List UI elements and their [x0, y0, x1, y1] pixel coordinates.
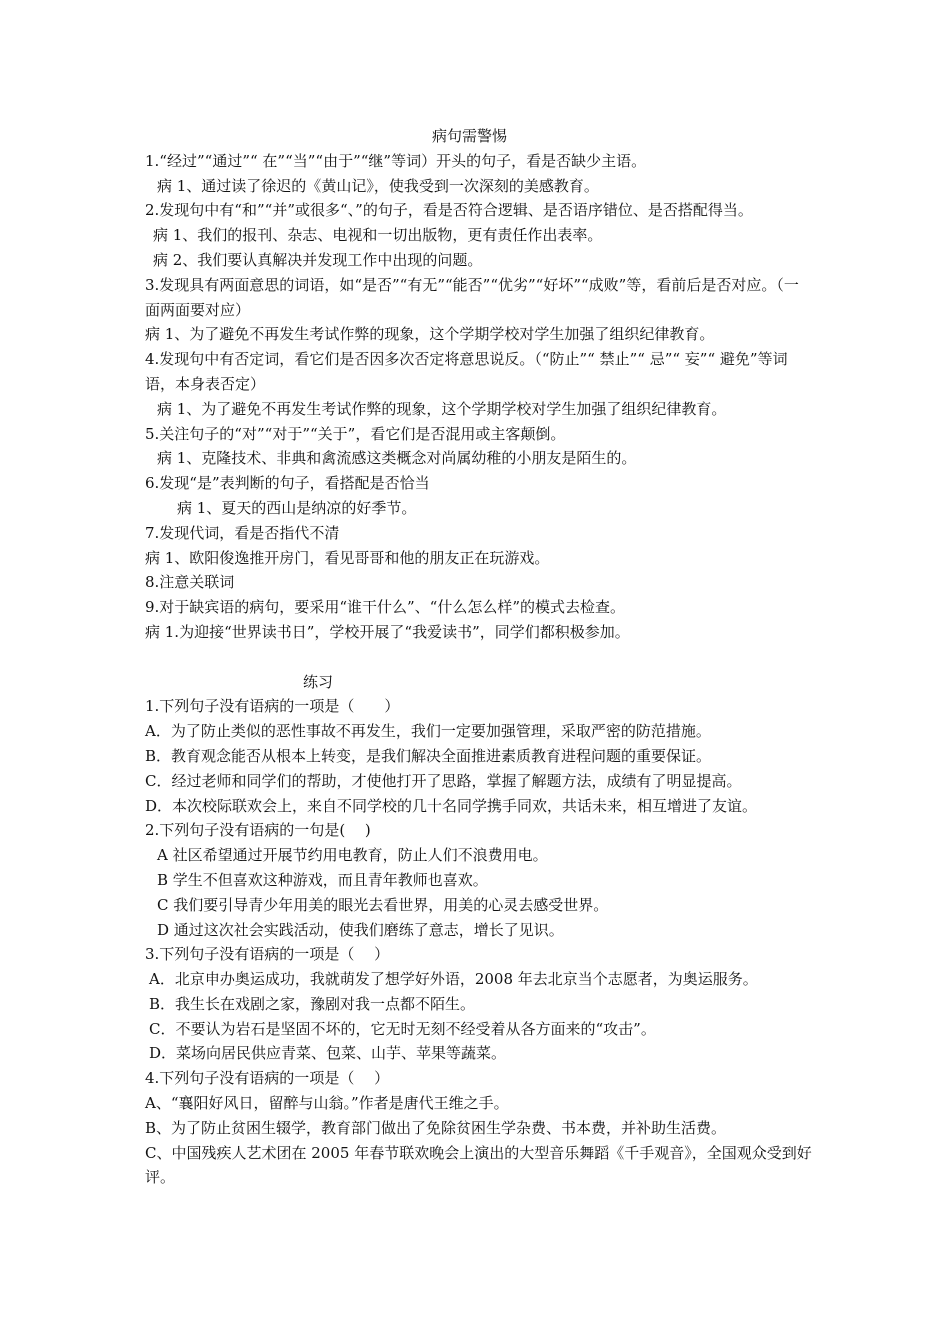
- rule-1-example-1: 病 1、通过读了徐迟的《黄山记》，使我受到一次深刻的美感教育。: [157, 176, 599, 195]
- document-page: [145, 124, 813, 1190]
- question-3-option-b: B．我生长在戏剧之家，豫剧对我一点都不陌生。: [149, 994, 476, 1013]
- rule-9-example-1: 病 1.为迎接“世界读书日”，学校开展了“我爱读书”，同学们都积极参加。: [145, 622, 630, 641]
- question-3-option-d: D．菜场向居民供应青菜、包菜、山芋、苹果等蔬菜。: [149, 1044, 507, 1063]
- question-2-option-a: A 社区希望通过开展节约用电教育，防止人们不浪费用电。: [157, 846, 548, 865]
- rule-3: 3.发现具有两面意思的词语，如“是否”“有无”“能否”“优劣”“好坏”“成败”等，看前后是否对应。（一面两面要对应）: [145, 275, 799, 319]
- rule-5-example-1: 病 1、克隆技术、非典和禽流感这类概念对尚属幼稚的小朋友是陌生的。: [157, 449, 637, 468]
- rule-1: 1.“经过”“通过”“ 在”“当”“由于”“继”等词）开头的句子，看是否缺少主语。: [145, 151, 647, 170]
- question-2-option-b: B 学生不但喜欢这种游戏，而且青年教师也喜欢。: [157, 870, 488, 889]
- question-3-option-c: C．不要认为岩石是坚固不坏的，它无时无刻不经受着从各方面来的“攻击”。: [149, 1019, 656, 1038]
- question-1-option-a: A．为了防止类似的恶性事故不再发生，我们一定要加强管理，采取严密的防范措施。: [145, 722, 711, 741]
- rule-6: 6.发现“是”表判断的句子，看搭配是否恰当: [145, 474, 430, 493]
- question-2-option-c: C 我们要引导青少年用美的眼光去看世界，用美的心灵去感受世界。: [157, 895, 609, 914]
- question-4-option-b: B、为了防止贫困生辍学，教育部门做出了免除贫困生学杂费、书本费，并补助生活费。: [145, 1118, 727, 1137]
- rule-5: 5.关注句子的“对”“对于”“关于”，看它们是否混用或主客颠倒。: [145, 424, 566, 443]
- question-2-stem: 2.下列句子没有语病的一句是( ): [145, 821, 371, 840]
- question-4-option-a: A、“襄阳好风日，留醉与山翁。”作者是唐代王维之手。: [145, 1094, 509, 1113]
- question-3-option-a: A．北京申办奥运成功，我就萌发了想学好外语，2008 年去北京当个志愿者，为奥运服务。: [149, 970, 758, 989]
- section-gap: [145, 645, 813, 670]
- rule-4-example-1: 病 1、为了避免不再发生考试作弊的现象，这个学期学校对学生加强了组织纪律教育。: [157, 399, 727, 418]
- rule-6-example-1: 病 1、夏天的西山是纳凉的好季节。: [177, 498, 417, 517]
- rule-2-example-2: 病 2、我们要认真解决并发现工作中出现的问题。: [153, 250, 483, 269]
- rule-3-example-1: 病 1、为了避免不再发生考试作弊的现象，这个学期学校对学生加强了组织纪律教育。: [145, 325, 715, 344]
- question-4-option-c: C、中国残疾人艺术团在 2005 年春节联欢晚会上演出的大型音乐舞蹈《千手观音》，全国观众受到好评。: [145, 1143, 812, 1187]
- question-1-option-c: C．经过老师和同学们的帮助，才使他打开了思路，掌握了解题方法，成绩有了明显提高。: [145, 771, 742, 790]
- question-3-stem: 3.下列句子没有语病的一项是（ ）: [145, 945, 390, 964]
- question-2-option-d: D 通过这次社会实践活动，使我们磨练了意志，增长了见识。: [157, 920, 564, 939]
- rule-7: 7.发现代词，看是否指代不清: [145, 523, 340, 542]
- rule-2-example-1: 病 1、我们的报刊、杂志、电视和一切出版物，更有责任作出表率。: [153, 226, 603, 245]
- rule-9: 9.对于缺宾语的病句，要采用“谁干什么”、“什么怎么样”的模式去检查。: [145, 598, 625, 617]
- rule-7-example-1: 病 1、欧阳俊逸推开房门，看见哥哥和他的朋友正在玩游戏。: [145, 548, 550, 567]
- page-title: 病句需警惕: [432, 127, 508, 145]
- exercise-title: 练习: [303, 672, 334, 691]
- rule-8: 8.注意关联词: [145, 573, 235, 592]
- question-4-stem: 4.下列句子没有语病的一项是（ ）: [145, 1069, 390, 1088]
- rule-4: 4.发现句中有否定词，看它们是否因多次否定将意思说反。（“防止”“ 禁止”“ 忌”“ 妄”“ 避免”等词语，本身表否定）: [145, 350, 788, 393]
- question-1-option-b: B．教育观念能否从根本上转变，是我们解决全面推进素质教育进程问题的重要保证。: [145, 746, 712, 765]
- rule-2: 2.发现句中有“和”“并”或很多“、”的句子，看是否符合逻辑、是否语序错位、是否搭配得当。: [145, 201, 753, 220]
- question-1-stem: 1.下列句子没有语病的一项是（ ）: [145, 697, 400, 716]
- question-1-option-d: D．本次校际联欢会上，来自不同学校的几十名同学携手同欢，共话未来，相互增进了友谊。: [145, 796, 758, 815]
